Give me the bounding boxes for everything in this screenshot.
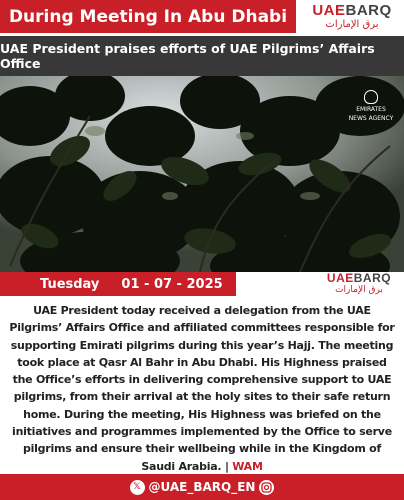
news-agency-emblem <box>340 90 402 126</box>
headline: During Meeting In Abu Dhabi <box>0 0 296 33</box>
x-icon[interactable]: 𝕏 <box>130 480 145 495</box>
article-body <box>0 298 404 474</box>
brand-arabic-mid: برق الإمارات <box>335 285 383 295</box>
brand-name: UAEBARQ <box>312 1 392 19</box>
weekday: Tuesday <box>40 276 100 292</box>
source-separator: | <box>221 459 233 473</box>
social-handle[interactable]: @UAE_BARQ_EN <box>148 480 256 494</box>
date-tab <box>0 272 236 296</box>
brand-name-mid: UAEBARQ <box>326 271 392 285</box>
instagram-icon[interactable] <box>259 480 274 495</box>
brand-logo-top <box>300 0 404 33</box>
brand-logo-mid <box>318 272 400 298</box>
footer-bar <box>0 474 404 500</box>
tree-foliage-photo <box>0 76 404 272</box>
emblem-line-2: NEWS AGENCY <box>348 115 394 122</box>
top-bar <box>0 0 404 36</box>
article-text: UAE President today received a delegation from the UAE Pilgrims’ Affairs Office and affiliated committees responsible for supporting Emirati pilgrims during this year’s Hajj. The meeting took place at Qasr Al Bahr in Abu Dhabi. His Highness praised the Office’s efforts in delivering comprehensive support to UAE pilgrims, from their arrival at the holy sites to their safe return home. During the meeting, His Highness was briefed on the initiatives and programmes implemented by the Office to serve pilgrims and ensure their wellbeing while in the Kingdom of Saudi Arabia. <box>9 304 395 473</box>
date: 01 - 07 - 2025 <box>121 276 223 292</box>
subheadline-bar: UAE President praises efforts of UAE Pilgrims’ Affairs Office <box>0 36 404 76</box>
emblem-line-1: EMIRATES <box>356 106 386 113</box>
falcon-emblem-icon <box>364 90 378 104</box>
brand-arabic: برق الإمارات <box>325 18 379 30</box>
article-source: WAM <box>232 459 263 473</box>
